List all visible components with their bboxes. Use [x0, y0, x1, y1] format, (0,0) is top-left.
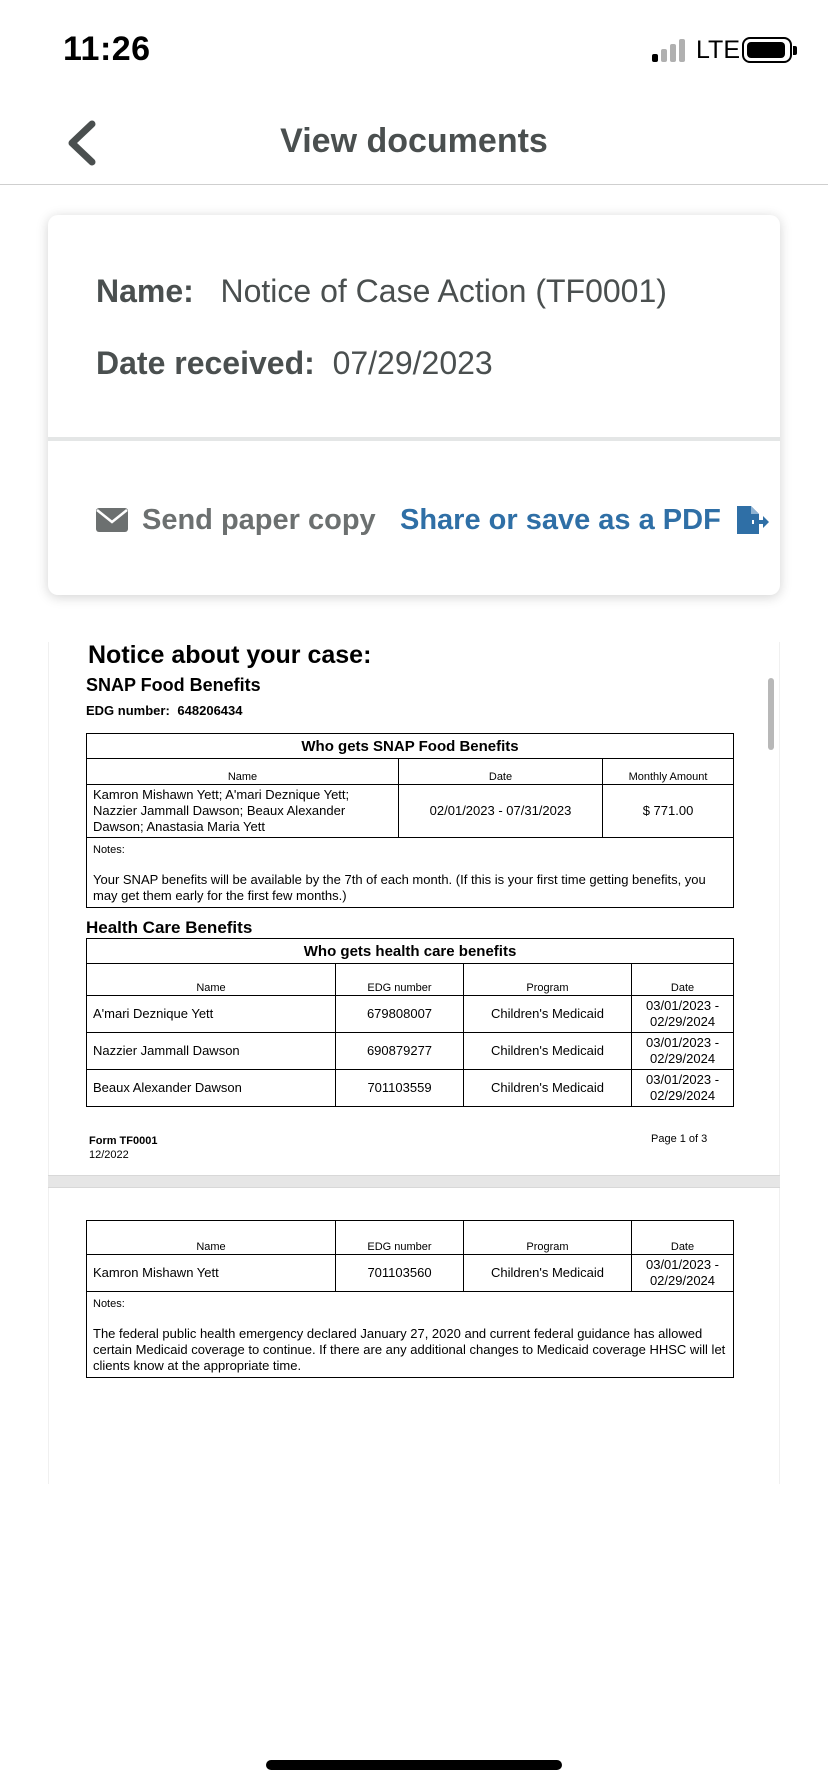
snap-notes — [87, 838, 734, 908]
health-table-caption: Who gets health care benefits — [87, 939, 734, 964]
snap-benefits-table — [86, 733, 734, 908]
edg-label: EDG number: — [86, 703, 170, 718]
page-title: View documents — [280, 122, 548, 160]
date-received-label: Date received: — [96, 345, 315, 381]
health-row-date: 03/01/2023 - 02/29/2024 — [632, 996, 734, 1033]
table-row — [87, 1070, 734, 1107]
health-row-name: A'mari Deznique Yett — [87, 996, 336, 1033]
document-name-value: Notice of Case Action (TF0001) — [220, 273, 667, 309]
snap-col-date: Date — [399, 759, 603, 785]
page2-notes-text: The federal public health emergency declared January 27, 2020 and current federal guidance has allowed certain Medicaid coverage to continue. If there are any additional changes to Medicaid coverage HHSC will let clients know at the appropriate time. — [93, 1326, 726, 1373]
page-separator — [48, 1175, 780, 1188]
health-col-edg: EDG number — [336, 964, 464, 996]
snap-notes-label: Notes: — [93, 844, 125, 856]
edg-value: 648206434 — [177, 703, 243, 718]
home-indicator[interactable] — [266, 1760, 562, 1770]
pdf-heading: Notice about your case: — [88, 641, 372, 669]
nav-header — [0, 100, 828, 185]
document-info-card — [48, 215, 780, 595]
page-number: Page 1 of 3 — [651, 1133, 708, 1145]
envelope-icon — [96, 508, 128, 532]
health-row-edg: 701103559 — [336, 1070, 464, 1107]
page2-col-edg: EDG number — [336, 1221, 464, 1255]
snap-col-name: Name — [87, 759, 399, 785]
health-row-name: Beaux Alexander Dawson — [87, 1070, 336, 1107]
snap-row-date: 02/01/2023 - 07/31/2023 — [399, 785, 603, 838]
page2-row-name: Kamron Mishawn Yett — [87, 1255, 336, 1292]
health-row-edg: 690879277 — [336, 1033, 464, 1070]
health-row-edg: 679808007 — [336, 996, 464, 1033]
table-row — [87, 1255, 734, 1292]
snap-notes-text: Your SNAP benefits will be available by the 7th of each month. (If this is your first time getting benefits, you may get them early for the first few months.) — [93, 872, 706, 903]
page2-notes — [87, 1292, 734, 1378]
date-received-value: 07/29/2023 — [332, 345, 493, 381]
edg-number — [86, 703, 243, 718]
table-row — [87, 785, 734, 838]
status-time: 11:26 — [63, 30, 151, 68]
page2-notes-label: Notes: — [93, 1298, 125, 1310]
health-row-program: Children's Medicaid — [464, 1070, 632, 1107]
health-row-program: Children's Medicaid — [464, 1033, 632, 1070]
date-received-row — [96, 345, 493, 382]
health-col-date: Date — [632, 964, 734, 996]
page2-col-date: Date — [632, 1221, 734, 1255]
signal-icon — [652, 38, 688, 62]
card-divider — [48, 437, 780, 441]
page2-row-date: 03/01/2023 - 02/29/2024 — [632, 1255, 734, 1292]
health-row-date: 03/01/2023 - 02/29/2024 — [632, 1070, 734, 1107]
health-row-name: Nazzier Jammall Dawson — [87, 1033, 336, 1070]
send-paper-copy-button[interactable] — [96, 500, 376, 540]
document-name-row — [96, 273, 667, 310]
form-date: 12/2022 — [89, 1149, 129, 1161]
health-section-title: Health Care Benefits — [86, 918, 253, 937]
page2-health-table — [86, 1220, 734, 1378]
pdf-scrollbar[interactable] — [768, 678, 774, 750]
health-row-program: Children's Medicaid — [464, 996, 632, 1033]
file-export-icon — [735, 504, 769, 536]
share-pdf-button[interactable] — [400, 500, 769, 540]
snap-row-names: Kamron Mishawn Yett; A'mari Deznique Yett; Nazzier Jammall Dawson; Beaux Alexander Dawson; Anastasia Maria Yett — [87, 785, 399, 838]
form-id: Form TF0001 — [89, 1135, 158, 1147]
health-col-program: Program — [464, 964, 632, 996]
snap-section-title: SNAP Food Benefits — [86, 675, 261, 695]
snap-col-amount: Monthly Amount — [603, 759, 734, 785]
page2-row-program: Children's Medicaid — [464, 1255, 632, 1292]
snap-row-amount: $ 771.00 — [603, 785, 734, 838]
page2-col-name: Name — [87, 1221, 336, 1255]
battery-icon — [742, 37, 792, 63]
page2-row-edg: 701103560 — [336, 1255, 464, 1292]
table-row — [87, 1033, 734, 1070]
share-pdf-label: Share or save as a PDF — [400, 503, 721, 536]
health-col-name: Name — [87, 964, 336, 996]
document-name-label: Name: — [96, 273, 194, 309]
page2-col-program: Program — [464, 1221, 632, 1255]
snap-table-caption: Who gets SNAP Food Benefits — [87, 734, 734, 759]
status-bar — [0, 0, 828, 100]
health-benefits-table — [86, 938, 734, 1107]
network-type: LTE — [696, 36, 740, 64]
table-row — [87, 996, 734, 1033]
health-row-date: 03/01/2023 - 02/29/2024 — [632, 1033, 734, 1070]
send-paper-copy-label: Send paper copy — [142, 503, 376, 536]
